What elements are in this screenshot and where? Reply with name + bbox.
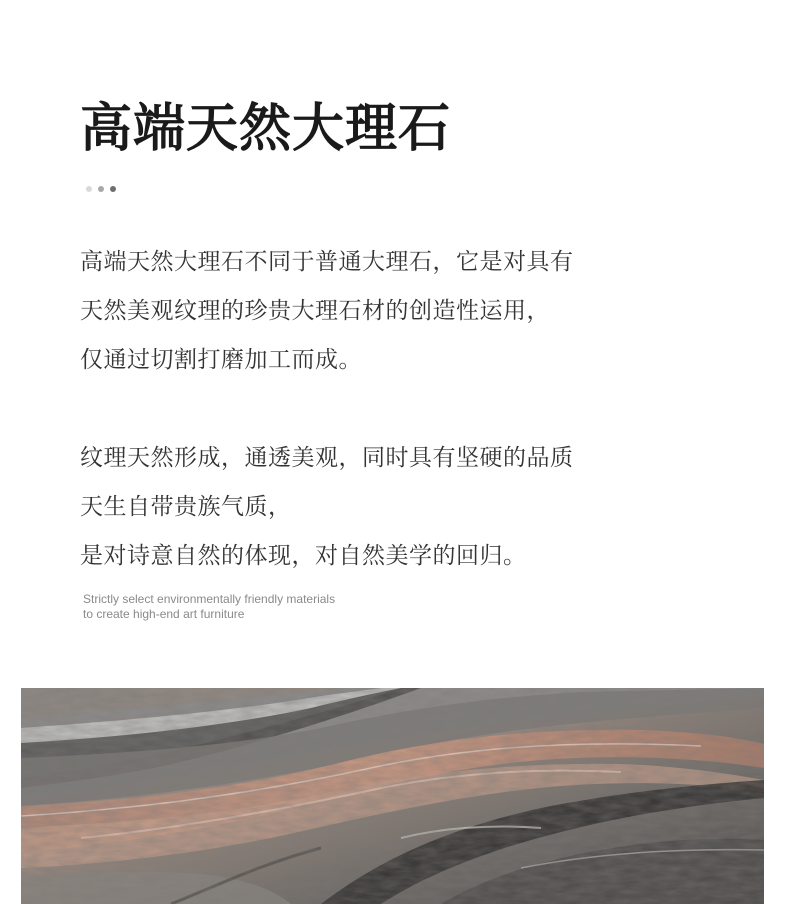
text-line: 纹理天然形成，通透美观，同时具有坚硬的品质: [80, 445, 574, 471]
decorative-dots: [86, 186, 116, 192]
intro-paragraph-1: [80, 238, 574, 385]
text-line: 高端天然大理石不同于普通大理石，它是对具有: [80, 249, 574, 275]
text-line: 天生自带贵族气质，: [80, 494, 292, 520]
english-caption-line: Strictly select environmentally friendly materials: [83, 592, 336, 606]
dot-medium: [98, 186, 104, 192]
marble-texture-image: [21, 688, 764, 904]
page-title: 高端天然大理石: [80, 99, 452, 159]
marble-texture-graphic: [21, 688, 764, 904]
text-line: 是对诗意自然的体现，对自然美学的回归。: [80, 543, 527, 569]
text-line: 仅通过切割打磨加工而成。: [80, 347, 362, 373]
dot-light: [86, 186, 92, 192]
english-caption-line: to create high-end art furniture: [83, 607, 245, 621]
intro-paragraph-2: [80, 434, 574, 581]
text-line: 天然美观纹理的珍贵大理石材的创造性运用，: [80, 298, 550, 324]
english-caption: [83, 592, 335, 622]
dot-dark: [110, 186, 116, 192]
